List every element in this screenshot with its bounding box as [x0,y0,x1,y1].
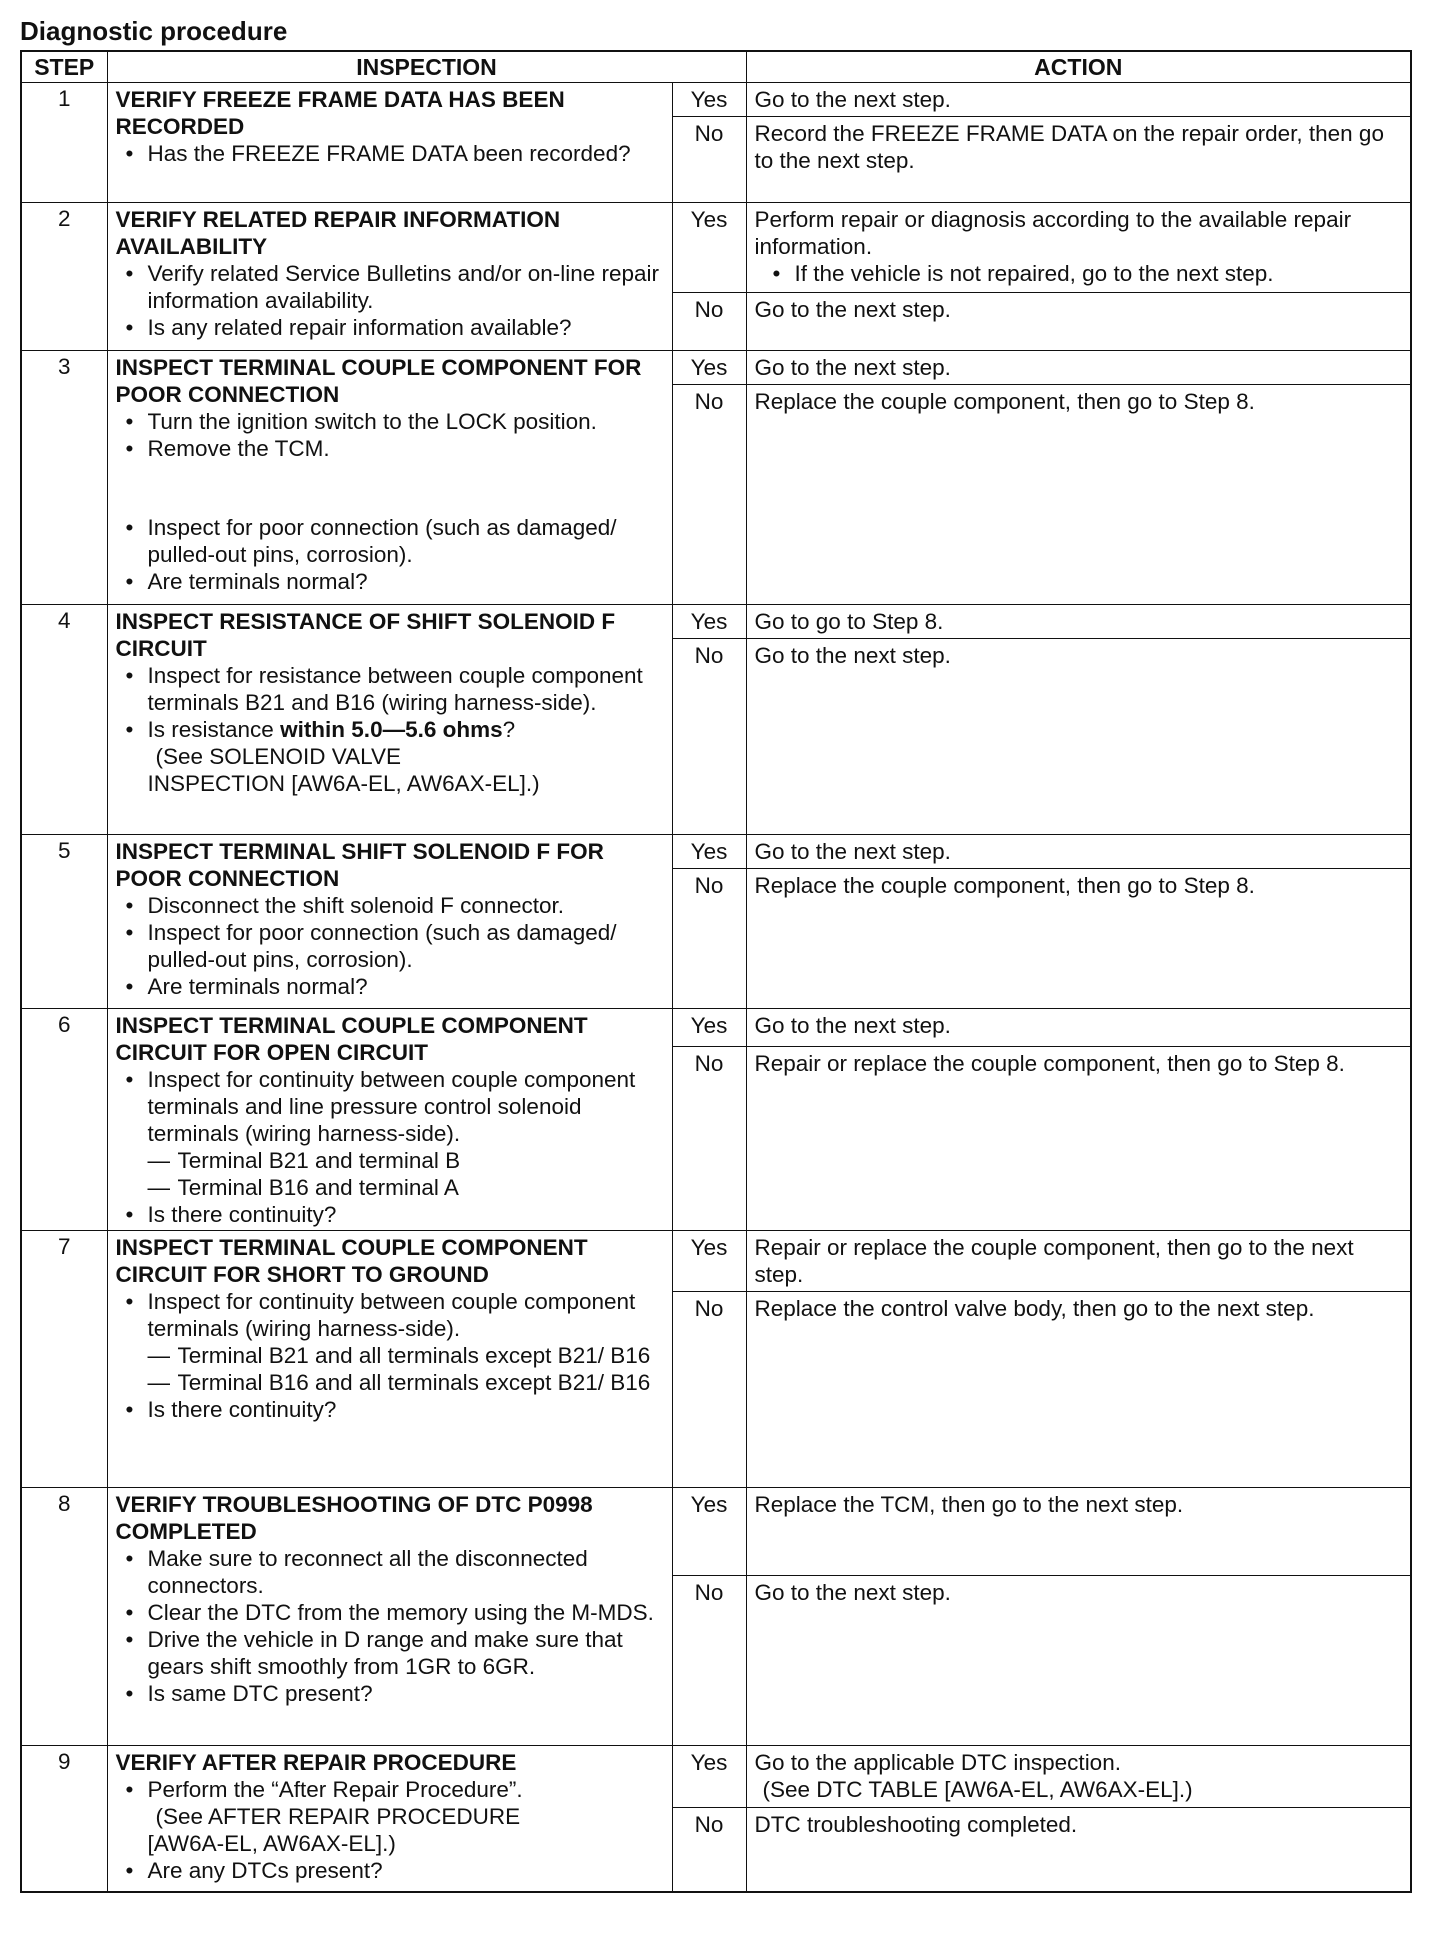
yes-label: Yes [672,203,746,293]
inspection-bullet: • Inspect for resistance between couple component terminals B21 and B16 (wiring harness-side). [116,662,664,716]
yes-action-text: Go to the applicable DTC inspection. [754,1750,1121,1775]
step-number: 3 [21,351,107,605]
no-action: Replace the couple component, then go to Step 8. [746,869,1411,1009]
yes-action: Go to the next step. [746,1009,1411,1047]
inspection-cell [107,1009,672,1231]
yes-action: Go to the next step. [746,835,1411,869]
step-row [21,83,1411,117]
no-label: No [672,1292,746,1488]
inspection-bullet: • Is any related repair information available? [116,314,664,341]
terminal-pair: — Terminal B16 and all terminals except B21/ B16 [148,1369,664,1396]
yes-action-text: Perform repair or diagnosis according to the available repair information. [754,207,1352,259]
yes-action [746,203,1411,293]
no-label: No [672,869,746,1009]
step-row [21,1009,1411,1047]
bullet-text-end: ? [502,717,516,742]
no-label: No [672,117,746,203]
bullet-text: Inspect for continuity between couple component terminals and line pressure control solenoid terminals (wiring harness-side). [147,1067,636,1146]
no-action: Repair or replace the couple component, then go to Step 8. [746,1046,1411,1230]
header-row [21,51,1411,83]
reference-note: (See AFTER REPAIR PROCEDURE [155,1804,521,1829]
yes-action: Replace the TCM, then go to the next step. [746,1488,1411,1576]
terminal-pair: — Terminal B21 and terminal B [148,1147,664,1174]
terminal-pair: — Terminal B21 and all terminals except B21/ B16 [148,1342,664,1369]
yes-action: Go to the next step. [746,351,1411,385]
inspection-bullet: • Turn the ignition switch to the LOCK position. [116,408,664,435]
step-row [21,203,1411,293]
inspection-bullet: • Drive the vehicle in D range and make sure that gears shift smoothly from 1GR to 6GR. [116,1626,664,1680]
inspection-bullet: • Are terminals normal? [116,973,664,1000]
step-column-header: STEP [21,51,107,83]
no-action: Go to the next step. [746,1576,1411,1746]
bullet-text: Is resistance [147,717,281,742]
inspection-title: INSPECT TERMINAL COUPLE COMPONENT CIRCUIT FOR OPEN CIRCUIT [115,1013,588,1065]
inspection-bullet [116,1776,664,1857]
bullet-text: Perform the “After Repair Procedure”. [147,1777,523,1802]
inspection-title: VERIFY TROUBLESHOOTING OF DTC P0998 COMPLETED [115,1492,593,1544]
step-row [21,1231,1411,1292]
inspection-title: INSPECT RESISTANCE OF SHIFT SOLENOID F CIRCUIT [115,609,616,661]
inspection-bullet: • Disconnect the shift solenoid F connector. [116,892,664,919]
step-number: 9 [21,1746,107,1892]
inspection-bullet: • Remove the TCM. [116,435,664,462]
no-action: Record the FREEZE FRAME DATA on the repair order, then go to the next step. [746,117,1411,203]
inspection-bullet [116,1288,664,1396]
inspection-title: VERIFY RELATED REPAIR INFORMATION AVAILABILITY [115,207,561,259]
step-row [21,351,1411,385]
no-label: No [672,1576,746,1746]
yes-label: Yes [672,1231,746,1292]
inspection-cell [107,1746,672,1892]
inspection-title: INSPECT TERMINAL SHIFT SOLENOID F FOR POOR CONNECTION [115,839,604,891]
yes-action: Go to the next step. [746,83,1411,117]
reference-note: (See SOLENOID VALVE [155,744,402,769]
no-action: Go to the next step. [746,639,1411,835]
reference-note: INSPECTION [AW6A-EL, AW6AX-EL].) [147,771,540,796]
no-action: DTC troubleshooting completed. [746,1808,1411,1892]
yes-label: Yes [672,351,746,385]
inspection-title: INSPECT TERMINAL COUPLE COMPONENT FOR POOR CONNECTION [115,355,642,407]
no-label: No [672,385,746,605]
inspection-cell [107,835,672,1009]
no-label: No [672,1808,746,1892]
inspection-cell [107,83,672,203]
inspection-bullet [116,1066,664,1201]
inspection-bullet: • Is there continuity? [116,1396,664,1423]
step-number: 8 [21,1488,107,1746]
inspection-bullet [116,716,664,797]
step-row [21,605,1411,639]
yes-action: Repair or replace the couple component, then go to the next step. [746,1231,1411,1292]
inspection-bullet: • Is there continuity? [116,1201,664,1228]
page-title: Diagnostic procedure [20,16,288,46]
yes-action [746,1746,1411,1808]
yes-action: Go to go to Step 8. [746,605,1411,639]
no-action: Replace the couple component, then go to Step 8. [746,385,1411,605]
inspection-bullet: • Make sure to reconnect all the disconnected connectors. [116,1545,664,1599]
inspection-cell [107,203,672,351]
resistance-spec: within 5.0—5.6 ohms [280,717,503,742]
inspection-cell [107,605,672,835]
inspection-bullet: • Verify related Service Bulletins and/or on-line repair information availability. [116,260,664,314]
inspection-cell [107,351,672,605]
inspection-bullet: • Has the FREEZE FRAME DATA been recorded? [116,140,664,167]
inspection-cell [107,1488,672,1746]
no-label: No [672,1046,746,1230]
step-number: 7 [21,1231,107,1488]
step-number: 6 [21,1009,107,1231]
yes-label: Yes [672,605,746,639]
inspection-bullet: • Are terminals normal? [116,568,664,595]
no-label: No [672,639,746,835]
inspection-bullet: • Clear the DTC from the memory using the M-MDS. [116,1599,664,1626]
yes-label: Yes [672,1746,746,1808]
step-row [21,1746,1411,1808]
no-label: No [672,293,746,351]
inspection-title: INSPECT TERMINAL COUPLE COMPONENT CIRCUIT FOR SHORT TO GROUND [115,1235,588,1287]
step-number: 4 [21,605,107,835]
yes-label: Yes [672,835,746,869]
yes-label: Yes [672,83,746,117]
bullet-text: Inspect for continuity between couple component terminals (wiring harness-side). [147,1289,636,1341]
no-action: Replace the control valve body, then go to the next step. [746,1292,1411,1488]
reference-note: [AW6A-EL, AW6AX-EL].) [147,1831,396,1856]
page [20,14,1410,1893]
yes-label: Yes [672,1488,746,1576]
inspection-bullet: • Is same DTC present? [116,1680,664,1707]
inspection-bullet: • Are any DTCs present? [116,1857,664,1884]
yes-action-sub-bullet: • If the vehicle is not repaired, go to the next step. [755,260,1403,287]
inspection-title: VERIFY FREEZE FRAME DATA HAS BEEN RECORDED [115,87,565,139]
inspection-title: VERIFY AFTER REPAIR PROCEDURE [115,1750,517,1775]
step-row [21,1488,1411,1576]
terminal-pair: — Terminal B16 and terminal A [148,1174,664,1201]
reference-note: (See DTC TABLE [AW6A-EL, AW6AX-EL].) [762,1777,1193,1802]
step-number: 1 [21,83,107,203]
no-action: Go to the next step. [746,293,1411,351]
inspection-cell [107,1231,672,1488]
yes-label: Yes [672,1009,746,1047]
inspection-bullet: • Inspect for poor connection (such as damaged/ pulled-out pins, corrosion). [116,919,664,973]
inspection-bullet: • Inspect for poor connection (such as damaged/ pulled-out pins, corrosion). [116,514,664,568]
step-row [21,835,1411,869]
action-column-header: ACTION [746,51,1411,83]
step-number: 2 [21,203,107,351]
diagnostic-table [20,50,1412,1893]
step-number: 5 [21,835,107,1009]
inspection-column-header: INSPECTION [107,51,746,83]
